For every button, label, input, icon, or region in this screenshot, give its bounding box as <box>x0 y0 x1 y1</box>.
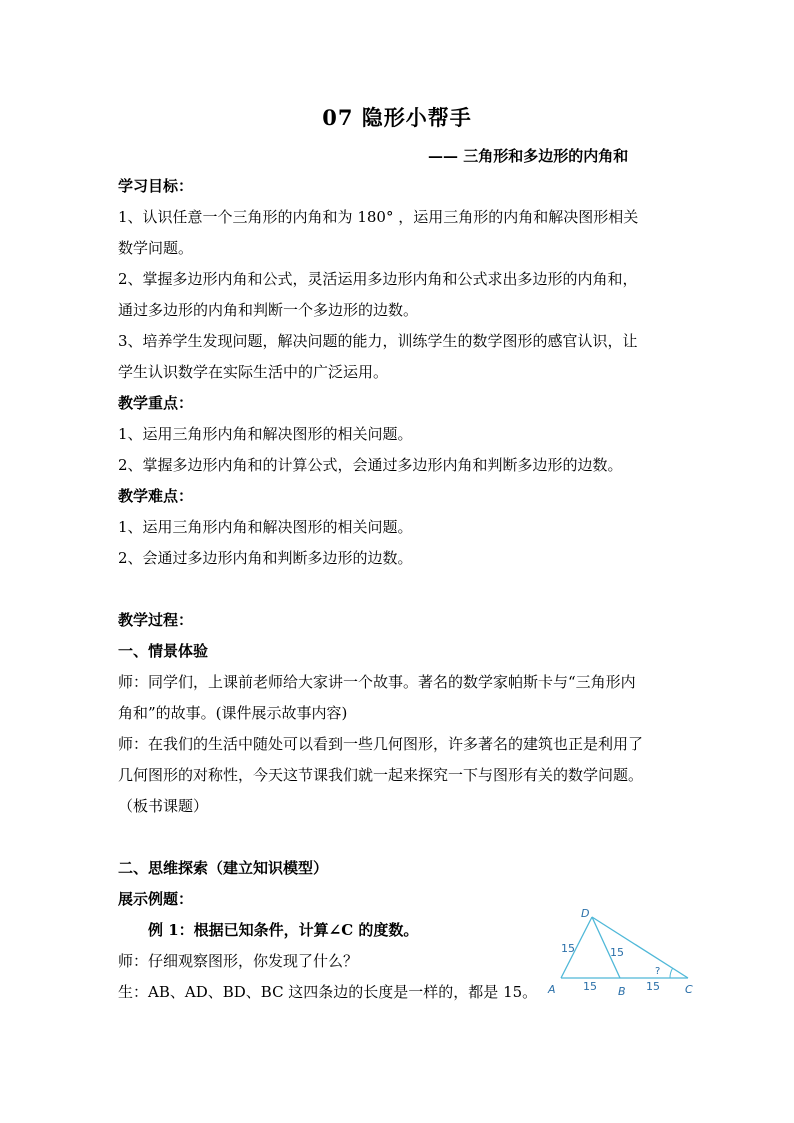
vertex-label-a: A <box>548 983 556 996</box>
goal-line: 3、培养学生发现问题，解决问题的能力，训练学生的数学图形的感官认识，让 <box>118 332 638 350</box>
angle-c-arc <box>670 968 673 978</box>
spacer <box>118 822 678 853</box>
spacer <box>118 574 678 605</box>
part1-line: 师：在我们的生活中随处可以看到一些几何图形，许多著名的建筑也正是利用了 <box>118 735 644 753</box>
goal-line: 通过多边形的内角和判断一个多边形的边数。 <box>118 301 419 319</box>
side-label-ab: 15 <box>583 980 597 993</box>
page-subtitle: —— 三角形和多边形的内角和 <box>428 147 629 165</box>
part1-line: 师：同学们，上课前老师给大家讲一个故事。著名的数学家帕斯卡与“三角形内 <box>118 673 636 691</box>
part1-line: 角和”的故事。(课件展示故事内容) <box>118 704 348 722</box>
lesson-content <box>118 171 678 1008</box>
vertex-label-b: B <box>618 985 626 998</box>
angle-label-c: ? <box>655 966 661 977</box>
triangle-lines <box>561 917 688 978</box>
side-label-bd: 15 <box>610 946 624 959</box>
goals-heading: 学习目标： <box>118 177 194 195</box>
difficult-points-heading: 教学难点： <box>118 487 194 505</box>
part1-line: 几何图形的对称性，今天这节课我们就一起来探究一下与图形有关的数学问题。 <box>118 766 644 784</box>
part1-line: （板书课题） <box>118 797 209 815</box>
process-heading: 教学过程： <box>118 611 194 629</box>
side-label-bc: 15 <box>646 980 660 993</box>
key-point-line: 1、运用三角形内角和解决图形的相关问题。 <box>118 425 413 443</box>
goal-line: 1、认识任意一个三角形的内角和为 180° ，运用三角形的内角和解决图形相关 <box>118 208 639 226</box>
vertex-label-c: C <box>685 983 693 996</box>
key-point-line: 2、掌握多边形内角和的计算公式，会通过多边形内角和判断多边形的边数。 <box>118 456 623 474</box>
part1-heading: 一、情景体验 <box>118 642 209 660</box>
goal-line: 数学问题。 <box>118 239 194 257</box>
triangle-figure <box>544 906 699 998</box>
difficult-point-line: 2、会通过多边形内角和判断多边形的边数。 <box>118 549 413 567</box>
goal-line: 2、掌握多边形内角和公式，灵活运用多边形内角和公式求出多边形的内角和， <box>118 270 638 288</box>
vertex-label-d: D <box>581 907 590 920</box>
page-title: 07 隐形小帮手 <box>322 105 472 130</box>
side-label-ad: 15 <box>561 942 575 955</box>
goal-line: 学生认识数学在实际生活中的广泛运用。 <box>118 363 389 381</box>
example-heading: 展示例题： <box>118 890 194 908</box>
example1-prompt: 例 1：根据已知条件，计算∠C 的度数。 <box>148 921 419 939</box>
dialog-line: 师：仔细观察图形，你发现了什么？ <box>118 952 359 970</box>
part2-heading: 二、思维探索（建立知识模型） <box>118 859 329 877</box>
difficult-point-line: 1、运用三角形内角和解决图形的相关问题。 <box>118 518 413 536</box>
key-points-heading: 教学重点： <box>118 394 194 412</box>
dialog-line: 生：AB、AD、BD、BC 这四条边的长度是一样的，都是 15。 <box>118 983 538 1001</box>
